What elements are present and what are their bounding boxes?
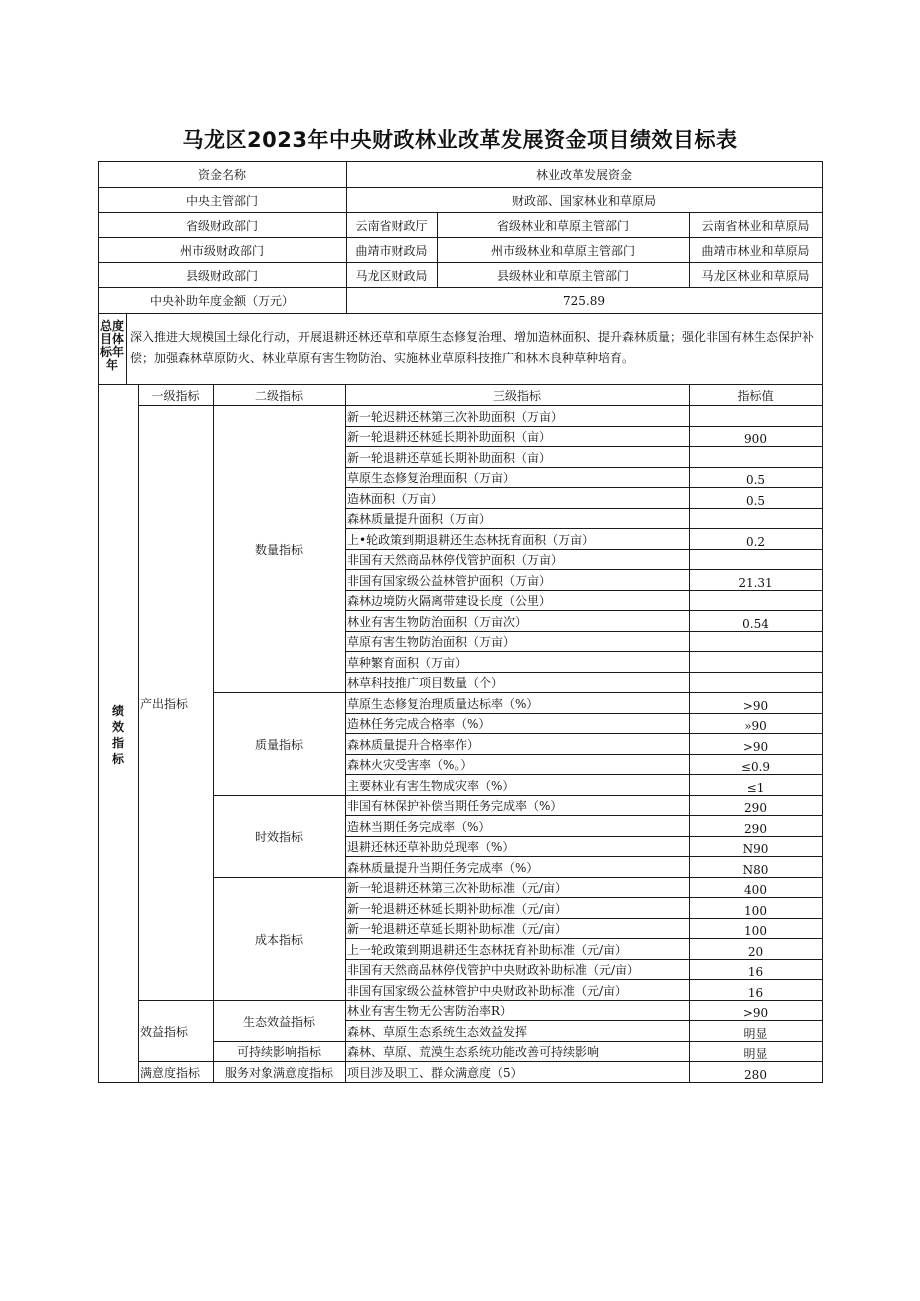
row-border	[345, 774, 822, 775]
level3-indicator: 造林任务完成合格率（%）	[347, 717, 491, 731]
row-border	[345, 528, 822, 529]
central-subsidy-amount-value: 725.89	[563, 294, 605, 308]
row-border	[345, 672, 822, 673]
level3-indicator: 森林火灾受害率（%。）	[347, 758, 473, 772]
row-border	[345, 1041, 822, 1042]
level3-indicator: 新一轮退耕还草延长期补助面积（亩）	[347, 450, 552, 465]
level2-border	[213, 1061, 345, 1062]
table-border	[98, 212, 822, 213]
county-finance-dept-label: 县级财政部门	[185, 268, 258, 283]
level3-indicator: 林业有害生物防治面积（万亩次）	[347, 614, 528, 629]
overall-goal-text: 深入推进大规模国土绿化行动，开展退耕还林还草和草原生态修复治理、增加造林面积、提升森林质量；强化非国有林生态保护补偿；加强森林草原防火、林业草原有害生物防治、实施林业草原科技推广和林木良种草种培育。	[130, 330, 815, 365]
indicator-value-header: 指标值	[737, 388, 774, 403]
overall-goal-label-line: 总度	[99, 319, 124, 333]
level3-indicator: 草原有害生物防治面积（万亩）	[347, 635, 516, 649]
indicator-value: ≤0.9	[740, 760, 771, 774]
indicator-value: 290	[744, 801, 767, 815]
city-finance-dept-label: 州市级财政部门	[179, 243, 264, 258]
level2-border	[213, 1000, 345, 1001]
level3-indicator: 林草科技推广项目数量（个）	[347, 676, 504, 690]
level3-indicator: 上•轮政策到期退耕还生态林抚育面积（万亩）	[347, 532, 595, 547]
city-forest-dept-label: 州市级林业和草原主管部门	[490, 243, 635, 258]
overall-goal-label	[98, 320, 126, 372]
row-border	[345, 713, 822, 714]
level2-border	[213, 692, 345, 693]
indicator-value: ≤1	[746, 780, 765, 795]
row-border	[345, 487, 822, 488]
level3-indicator: 非国有林保护补偿当期任务完成率（%）	[347, 799, 563, 813]
level3-indicator: 新一轮退耕还林延长期补助标准（元/亩）	[347, 901, 568, 916]
row-border	[345, 795, 822, 796]
row-border	[345, 836, 822, 837]
indicator-value: N80	[742, 862, 769, 877]
level3-indicator: 林业有害生物无公害防治率R）	[347, 1004, 513, 1018]
indicator-value: 明显	[743, 1026, 768, 1041]
row-border	[345, 959, 822, 960]
table-border	[98, 287, 822, 288]
county-forest-dept-label: 县级林业和草原主管部门	[496, 268, 629, 283]
row-border	[345, 815, 822, 816]
table-border	[138, 384, 139, 1082]
level2-indicator: 数量指标	[254, 542, 303, 557]
central-dept-label: 中央主管部门	[185, 193, 258, 208]
level3-indicator: 项目涉及职工、群众满意度（5）	[347, 1065, 523, 1080]
row-border	[345, 1061, 822, 1062]
table-border-right	[822, 161, 823, 1082]
city-finance-dept-value: 曲靖市财政局	[355, 243, 428, 258]
level1-header: 一级指标	[151, 388, 200, 403]
prov-finance-dept-value: 云南省财政厅	[355, 218, 428, 233]
level3-indicator: 非国有国家级公益林管护中央财政补助标准（元/亩）	[347, 983, 628, 998]
level1-border	[138, 1000, 213, 1001]
indicator-value: 290	[744, 821, 767, 836]
level1-indicator: 满意度指标	[140, 1065, 201, 1080]
level3-indicator: 草种繁育面积（万亩）	[347, 655, 468, 670]
level1-indicator: 产出指标	[140, 696, 189, 711]
row-border	[345, 590, 822, 591]
row-border	[345, 692, 822, 693]
level3-indicator: 主要林业有害生物成灾率（%）	[347, 778, 515, 793]
row-border	[345, 549, 822, 550]
indicator-value: 280	[744, 1067, 767, 1082]
table-border	[126, 313, 127, 384]
row-border	[345, 631, 822, 632]
indicator-value: >90	[742, 739, 769, 754]
indicator-value: >90	[742, 1006, 769, 1020]
level2-indicator: 生态效益指标	[242, 1014, 315, 1029]
level2-border	[213, 1041, 345, 1042]
county-finance-dept-value: 马龙区财政局	[355, 268, 428, 283]
row-border	[345, 508, 822, 509]
indicator-value: 20	[747, 944, 764, 959]
overall-goal-label-line: 目体	[99, 332, 124, 346]
level3-indicator: 森林、草原、荒漠生态系统功能改善可持续影响	[347, 1045, 600, 1059]
row-border	[345, 979, 822, 980]
indicator-value: 0.54	[742, 616, 769, 631]
indicator-value: >90	[742, 698, 769, 713]
row-border	[345, 754, 822, 755]
table-border	[213, 384, 214, 1082]
indicator-value: 明显	[743, 1047, 768, 1061]
prov-finance-dept-label: 省级财政部门	[185, 218, 258, 233]
indicator-value: N90	[742, 842, 769, 856]
overall-goal-label-line: 标年	[99, 345, 124, 359]
level3-indicator: 新一轮退耕还林延长期补助面积（亩）	[347, 430, 552, 444]
indicator-value: 100	[744, 924, 767, 938]
row-border	[345, 426, 822, 427]
table-border	[98, 187, 822, 188]
row-border	[345, 446, 822, 447]
page-title: 马龙区2023年中央财政林业改革发展资金项目绩效目标表	[182, 128, 738, 152]
table-border	[98, 384, 822, 385]
row-border	[345, 918, 822, 919]
overall-goal-label-line: 年	[105, 358, 118, 372]
level3-indicator: 森林边境防火隔离带建设长度（公里）	[347, 594, 552, 608]
row-border	[345, 1020, 822, 1021]
level3-indicator: 上一轮政策到期退耕还生态林抚育补助标准（元/亩）	[347, 942, 628, 957]
level2-indicator: 服务对象满意度指标	[224, 1065, 333, 1080]
performance-indicators-label-line: 标	[111, 752, 124, 766]
table-border-top	[98, 161, 822, 162]
performance-indicators-label-line: 指	[111, 736, 124, 750]
county-forest-dept-value: 马龙区林业和草原局	[701, 268, 810, 283]
level3-indicator: 草原生态修复治理面积（万亩）	[347, 471, 516, 485]
level2-indicator: 可持续影响指标	[236, 1045, 321, 1059]
indicator-value: 0.2	[745, 534, 766, 549]
level2-border	[213, 795, 345, 796]
indicator-value: 0.5	[745, 473, 766, 487]
level3-indicator: 新一轮退耕还林第三次补助标准（元/亩）	[347, 881, 568, 895]
level3-indicator: 森林质量提升当期任务完成率（%）	[347, 860, 539, 875]
row-border	[345, 467, 822, 468]
row-border	[345, 569, 822, 570]
performance-indicators-label	[98, 703, 138, 767]
table-border	[98, 262, 822, 263]
table-border-bottom	[98, 1082, 823, 1083]
indicator-value: 0.5	[745, 493, 766, 508]
central-dept-value: 财政部、国家林业和草原局	[511, 193, 656, 208]
indicator-value: »90	[744, 719, 767, 733]
indicator-value: 100	[744, 903, 767, 918]
level3-indicator: 森林质量提升面积（万亩）	[347, 512, 492, 526]
fund-name-value: 林业改革发展资金	[535, 168, 632, 182]
row-border	[345, 877, 822, 878]
table-border	[138, 405, 822, 406]
level3-indicator: 森林、草原生态系统生态效益发挥	[347, 1024, 528, 1039]
level2-indicator: 质量指标	[254, 737, 303, 752]
row-border	[345, 938, 822, 939]
city-forest-dept-value: 曲靖市林业和草原局	[701, 243, 810, 258]
table-border	[346, 161, 347, 313]
indicator-value: 16	[747, 965, 764, 979]
prov-forest-dept-label: 省级林业和草原主管部门	[496, 218, 629, 233]
table-border	[98, 237, 822, 238]
level3-indicator: 非国有天然商品林停伐管护中央财政补助标准（元/亩）	[347, 963, 640, 977]
level2-indicator: 时效指标	[254, 830, 303, 844]
level3-indicator: 造林当期任务完成率（%）	[347, 819, 491, 834]
level3-indicator: 造林面积（万亩）	[347, 491, 444, 506]
level3-indicator: 退耕还林还草补助兑现率（%）	[347, 840, 515, 854]
performance-indicators-label-line: 绩	[111, 704, 124, 718]
level2-header: 二级指标	[254, 388, 303, 403]
row-border	[345, 1000, 822, 1001]
indicator-value: 16	[747, 985, 764, 1000]
level3-indicator: 新一轮迟耕还林第三次补助面积（万亩）	[347, 409, 564, 424]
level3-indicator: 森林质量提升合格率作）	[347, 737, 480, 752]
level3-indicator: 草原生态修复治理质量达标率（%）	[347, 696, 539, 711]
row-border	[345, 897, 822, 898]
row-border	[345, 610, 822, 611]
table-border	[98, 313, 822, 314]
fund-name-label: 资金名称	[197, 168, 246, 182]
row-border	[345, 733, 822, 734]
level2-indicator: 成本指标	[254, 932, 303, 947]
level3-indicator: 非国有国家级公益林管护面积（万亩）	[347, 573, 552, 588]
indicator-value: 400	[744, 883, 767, 897]
indicator-value: 900	[744, 432, 767, 446]
level3-header: 三级指标	[492, 388, 541, 403]
row-border	[345, 856, 822, 857]
performance-target-table	[98, 161, 822, 1082]
level3-indicator: 非国有天然商品林停伐管护面积（万亩）	[347, 553, 564, 567]
level1-border	[138, 1061, 213, 1062]
indicator-value: 21.31	[738, 575, 773, 590]
prov-forest-dept-value: 云南省林业和草原局	[701, 218, 810, 233]
level1-indicator: 效益指标	[140, 1024, 189, 1039]
level2-border	[213, 877, 345, 878]
level3-indicator: 新一轮退耕还草延长期补助标准（元/亩）	[347, 922, 568, 936]
central-subsidy-amount-label: 中央补助年度金额（万元）	[149, 294, 294, 308]
row-border	[345, 651, 822, 652]
performance-indicators-label-line: 效	[111, 720, 124, 734]
